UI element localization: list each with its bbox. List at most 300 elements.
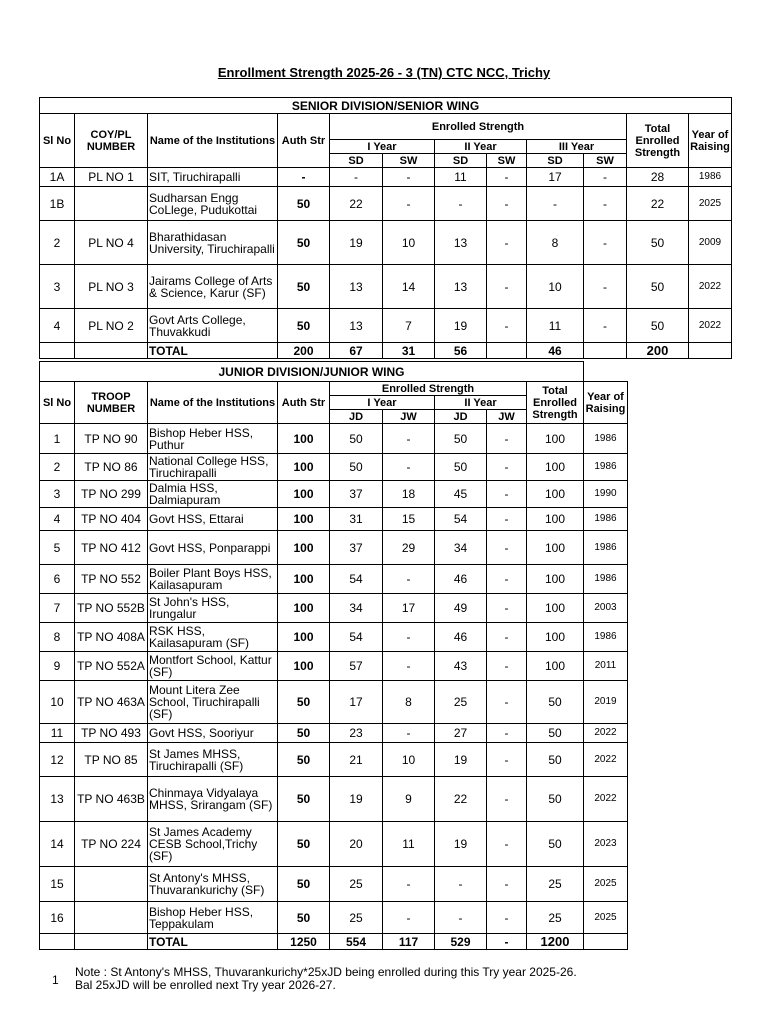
- enrolled-y3sw: -: [584, 309, 627, 343]
- table-row: [40, 309, 732, 343]
- year-of-raising: 2022: [689, 265, 732, 309]
- enrolled-y1jd: 17: [330, 681, 383, 724]
- table-row: [40, 681, 628, 724]
- institution-name: Mount Litera Zee School, Tiruchirapalli (SF): [148, 681, 278, 724]
- institution-name: Govt HSS, Ponparappi: [148, 531, 278, 565]
- institution-name: St John's HSS, Irungalur: [148, 594, 278, 623]
- table-row: [40, 867, 628, 902]
- institution-name: St Antony's MHSS, Thuvarankurichy (SF): [148, 867, 278, 902]
- total-auth-str: 1250: [278, 934, 330, 950]
- sl-no: 1B: [40, 187, 75, 221]
- coy-number: [75, 343, 148, 359]
- total-y3sw: [584, 343, 627, 359]
- enrolled-y2jw: -: [487, 424, 527, 454]
- year-of-raising: 2003: [584, 594, 628, 623]
- year-of-raising: 1986: [584, 623, 628, 652]
- institution-name: St James MHSS, Tiruchirapalli (SF): [148, 743, 278, 777]
- total-enrolled: 200: [627, 343, 689, 359]
- total-y1sw: 31: [383, 343, 435, 359]
- sl-no: 2: [40, 454, 75, 481]
- header-sl-no: Sl No: [40, 114, 75, 168]
- enrolled-y1jw: -: [383, 454, 435, 481]
- enrolled-y2jw: -: [487, 902, 527, 934]
- enrolled-y1jd: 54: [330, 623, 383, 652]
- auth-str: 100: [278, 508, 330, 531]
- total-y2sw: [487, 343, 527, 359]
- table-row: [40, 481, 628, 508]
- troop-number: TP NO 408A: [75, 623, 148, 652]
- enrolled-y1sd: 13: [330, 265, 383, 309]
- year-of-raising: 2025: [584, 902, 628, 934]
- header-jd: JD: [435, 410, 487, 424]
- sl-no: 16: [40, 902, 75, 934]
- header-year-of-raising: Year of Raising: [689, 114, 732, 168]
- header-year-1: I Year: [330, 396, 435, 410]
- year-of-raising: 2019: [584, 681, 628, 724]
- troop-number: TP NO 463A: [75, 681, 148, 724]
- sl-no: 15: [40, 867, 75, 902]
- troop-number: TP NO 299: [75, 481, 148, 508]
- total-enrolled: 100: [527, 424, 584, 454]
- total-enrolled: 100: [527, 594, 584, 623]
- total-enrolled: 100: [527, 623, 584, 652]
- year-of-raising: 2009: [689, 221, 732, 265]
- table-row: [40, 623, 628, 652]
- enrolled-y1jd: 50: [330, 424, 383, 454]
- auth-str: 50: [278, 265, 330, 309]
- sl-no: 9: [40, 652, 75, 681]
- coy-number: PL NO 1: [75, 168, 148, 187]
- enrolled-y1jw: 9: [383, 777, 435, 822]
- table-row: [40, 565, 628, 594]
- enrolled-y2sd: 13: [435, 221, 487, 265]
- enrolled-y1jd: 34: [330, 594, 383, 623]
- enrolled-y3sw: -: [584, 265, 627, 309]
- sl-no: 14: [40, 822, 75, 867]
- enrolled-y1jw: 29: [383, 531, 435, 565]
- total-y1jd: 554: [330, 934, 383, 950]
- total-label: TOTAL: [148, 343, 278, 359]
- table-row: [40, 652, 628, 681]
- year-of-raising: 1986: [584, 424, 628, 454]
- year-of-raising: 1986: [584, 508, 628, 531]
- total-enrolled: 100: [527, 508, 584, 531]
- table-row: [40, 187, 732, 221]
- institution-name: Govt HSS, Sooriyur: [148, 724, 278, 743]
- total-enrolled: 50: [527, 681, 584, 724]
- enrolled-y1jd: 19: [330, 777, 383, 822]
- header-jw: JW: [487, 410, 527, 424]
- enrolled-y2jw: -: [487, 867, 527, 902]
- footnote-line-2: Bal 25xJD will be enrolled next Try year 2026-27.: [75, 978, 336, 992]
- troop-number: TP NO 552: [75, 565, 148, 594]
- enrolled-y1sw: -: [383, 187, 435, 221]
- blank-cell: [584, 362, 628, 382]
- enrolled-y1jw: -: [383, 623, 435, 652]
- institution-name: Govt HSS, Ettarai: [148, 508, 278, 531]
- enrolled-y1jd: 21: [330, 743, 383, 777]
- enrolled-y1jd: 23: [330, 724, 383, 743]
- enrolled-y2jw: -: [487, 623, 527, 652]
- enrolled-y3sd: 8: [527, 221, 584, 265]
- header-troop-number: TROOP NUMBER: [75, 382, 148, 424]
- auth-str: 100: [278, 531, 330, 565]
- institution-name: Bharathidasan University, Tiruchirapalli: [148, 221, 278, 265]
- institution-name: Govt Arts College, Thuvakkudi: [148, 309, 278, 343]
- enrolled-y2jd: 49: [435, 594, 487, 623]
- table-row: [40, 265, 732, 309]
- table-row: [40, 508, 628, 531]
- table-row: [40, 743, 628, 777]
- footnote-line-1: Note : St Antony's MHSS, Thuvarankurichy*25xJD being enrolled during this Try year 2025-26.: [75, 965, 577, 979]
- institution-name: National College HSS, Tiruchirapalli: [148, 454, 278, 481]
- enrolled-y2sw: -: [487, 265, 527, 309]
- total-enrolled: 100: [527, 565, 584, 594]
- total-enrolled: 25: [527, 867, 584, 902]
- table-row: [40, 822, 628, 867]
- auth-str: 50: [278, 309, 330, 343]
- sl-no: 4: [40, 508, 75, 531]
- enrolled-y3sw: -: [584, 221, 627, 265]
- header-jd: JD: [330, 410, 383, 424]
- enrolled-y2sw: -: [487, 221, 527, 265]
- header-row: [40, 114, 732, 140]
- institution-name: Montfort School, Kattur (SF): [148, 652, 278, 681]
- institution-name: Bishop Heber HSS, Teppakulam: [148, 902, 278, 934]
- enrolled-y1sd: 19: [330, 221, 383, 265]
- total-enrolled: 100: [527, 454, 584, 481]
- year-of-raising: [584, 934, 628, 950]
- enrolled-y2jw: -: [487, 652, 527, 681]
- header-sl-no: Sl No: [40, 382, 75, 424]
- enrolled-y2jd: 50: [435, 454, 487, 481]
- enrolled-y1jw: -: [383, 902, 435, 934]
- header-sd: SD: [435, 154, 487, 168]
- auth-str: 50: [278, 724, 330, 743]
- header-enrolled-strength: Enrolled Strength: [330, 114, 627, 140]
- total-enrolled: 100: [527, 481, 584, 508]
- auth-str: 100: [278, 454, 330, 481]
- enrolled-y2jd: -: [435, 902, 487, 934]
- sl-no: 3: [40, 265, 75, 309]
- table-row: [40, 221, 732, 265]
- sl-no: 4: [40, 309, 75, 343]
- troop-number: [75, 902, 148, 934]
- junior-division-table: [39, 361, 628, 950]
- enrolled-y1sd: 13: [330, 309, 383, 343]
- enrolled-y2jw: -: [487, 822, 527, 867]
- header-coy-number: COY/PL NUMBER: [75, 114, 148, 168]
- enrolled-y1jd: 25: [330, 902, 383, 934]
- section-title-row: [40, 362, 628, 382]
- enrolled-y2jw: -: [487, 681, 527, 724]
- header-sw: SW: [383, 154, 435, 168]
- troop-number: [75, 867, 148, 902]
- table-row: [40, 168, 732, 187]
- enrolled-y1jd: 50: [330, 454, 383, 481]
- institution-name: Boiler Plant Boys HSS, Kailasapuram: [148, 565, 278, 594]
- total-enrolled: 25: [527, 902, 584, 934]
- enrolled-y2jd: 43: [435, 652, 487, 681]
- total-enrolled: 100: [527, 652, 584, 681]
- coy-number: [75, 187, 148, 221]
- enrolled-y2jd: 46: [435, 565, 487, 594]
- sl-no: 10: [40, 681, 75, 724]
- year-of-raising: 2025: [689, 187, 732, 221]
- auth-str: 50: [278, 867, 330, 902]
- auth-str: 100: [278, 481, 330, 508]
- table-row: [40, 902, 628, 934]
- header-year-1: I Year: [330, 140, 435, 154]
- enrolled-y1jw: -: [383, 424, 435, 454]
- total-enrolled: 50: [627, 265, 689, 309]
- enrolled-y3sw: -: [584, 168, 627, 187]
- sl-no: 1A: [40, 168, 75, 187]
- sl-no: 6: [40, 565, 75, 594]
- sl-no: 13: [40, 777, 75, 822]
- enrolled-y2jw: -: [487, 594, 527, 623]
- header-sd: SD: [527, 154, 584, 168]
- total-y1jw: 117: [383, 934, 435, 950]
- enrolled-y2jw: -: [487, 565, 527, 594]
- auth-str: 100: [278, 424, 330, 454]
- year-of-raising: 1990: [584, 481, 628, 508]
- troop-number: TP NO 412: [75, 531, 148, 565]
- enrolled-y1jd: 25: [330, 867, 383, 902]
- header-institution-name: Name of the Institutions: [148, 382, 278, 424]
- enrolled-y3sd: 10: [527, 265, 584, 309]
- sl-no: [40, 343, 75, 359]
- header-institution-name: Name of the Institutions: [148, 114, 278, 168]
- enrolled-y2jd: -: [435, 867, 487, 902]
- year-of-raising: 2022: [584, 724, 628, 743]
- header-jw: JW: [383, 410, 435, 424]
- enrolled-y3sd: 11: [527, 309, 584, 343]
- institution-name: St James Academy CESB School,Trichy (SF): [148, 822, 278, 867]
- total-enrolled: 50: [527, 724, 584, 743]
- header-sw: SW: [487, 154, 527, 168]
- total-enrolled: 28: [627, 168, 689, 187]
- year-of-raising: 2023: [584, 822, 628, 867]
- institution-name: RSK HSS, Kailasapuram (SF): [148, 623, 278, 652]
- table-row: [40, 724, 628, 743]
- enrolled-y2jw: -: [487, 454, 527, 481]
- institution-name: Chinmaya Vidyalaya MHSS, Srirangam (SF): [148, 777, 278, 822]
- header-year-2: II Year: [435, 140, 527, 154]
- enrolled-y2jw: -: [487, 508, 527, 531]
- year-of-raising: 2025: [584, 867, 628, 902]
- sl-no: 8: [40, 623, 75, 652]
- total-enrolled: 22: [627, 187, 689, 221]
- enrolled-y2jd: 19: [435, 743, 487, 777]
- auth-str: 100: [278, 594, 330, 623]
- enrolled-y1jd: 57: [330, 652, 383, 681]
- total-enrolled: 100: [527, 531, 584, 565]
- year-of-raising: 2022: [584, 777, 628, 822]
- auth-str: 100: [278, 652, 330, 681]
- header-auth-str: Auth Str: [278, 114, 330, 168]
- header-year-2: II Year: [435, 396, 527, 410]
- enrolled-y3sw: -: [584, 187, 627, 221]
- enrolled-y2sd: -: [435, 187, 487, 221]
- year-of-raising: 1986: [584, 454, 628, 481]
- year-of-raising: 1986: [584, 531, 628, 565]
- header-enrolled-strength: Enrolled Strength: [330, 382, 527, 396]
- table-row: [40, 454, 628, 481]
- enrolled-y2jw: -: [487, 481, 527, 508]
- enrolled-y2jw: -: [487, 743, 527, 777]
- total-y2sd: 56: [435, 343, 487, 359]
- header-auth-str: Auth Str: [278, 382, 330, 424]
- enrolled-y1jw: 10: [383, 743, 435, 777]
- enrolled-y2sd: 13: [435, 265, 487, 309]
- section-title: SENIOR DIVISION/SENIOR WING: [40, 98, 732, 114]
- enrolled-y2jd: 50: [435, 424, 487, 454]
- total-label: TOTAL: [148, 934, 278, 950]
- total-enrolled: 50: [527, 777, 584, 822]
- table-row: [40, 594, 628, 623]
- enrolled-y2jd: 34: [435, 531, 487, 565]
- total-y2jd: 529: [435, 934, 487, 950]
- auth-str: 100: [278, 623, 330, 652]
- enrolled-y1jw: -: [383, 565, 435, 594]
- coy-number: PL NO 2: [75, 309, 148, 343]
- table-row: [40, 777, 628, 822]
- auth-str: 50: [278, 187, 330, 221]
- header-sd: SD: [330, 154, 383, 168]
- page-title: Enrollment Strength 2025-26 - 3 (TN) CTC NCC, Trichy: [217, 65, 551, 80]
- enrolled-y2jd: 27: [435, 724, 487, 743]
- sl-no: 1: [40, 424, 75, 454]
- year-of-raising: [689, 343, 732, 359]
- enrolled-y2sd: 11: [435, 168, 487, 187]
- enrolled-y1jw: 17: [383, 594, 435, 623]
- enrolled-y1sw: 7: [383, 309, 435, 343]
- auth-str: 50: [278, 743, 330, 777]
- enrolled-y2sw: -: [487, 309, 527, 343]
- enrolled-y2jd: 22: [435, 777, 487, 822]
- institution-name: Dalmia HSS, Dalmiapuram: [148, 481, 278, 508]
- year-of-raising: 2022: [689, 309, 732, 343]
- enrolled-y2sd: 19: [435, 309, 487, 343]
- total-enrolled: 50: [627, 221, 689, 265]
- enrolled-y1jd: 37: [330, 531, 383, 565]
- sl-no: 11: [40, 724, 75, 743]
- auth-str: 50: [278, 221, 330, 265]
- senior-division-table: [39, 97, 732, 359]
- table-row: [40, 531, 628, 565]
- enrolled-y1sd: -: [330, 168, 383, 187]
- troop-number: TP NO 90: [75, 424, 148, 454]
- total-y3sd: 46: [527, 343, 584, 359]
- enrolled-y1jd: 37: [330, 481, 383, 508]
- troop-number: [75, 934, 148, 950]
- troop-number: TP NO 85: [75, 743, 148, 777]
- note-number: 1: [52, 973, 59, 987]
- year-of-raising: 1986: [584, 565, 628, 594]
- senior-table-body: [40, 98, 732, 359]
- institution-name: SIT, Tiruchirapalli: [148, 168, 278, 187]
- enrolled-y1jd: 54: [330, 565, 383, 594]
- enrolled-y2jw: -: [487, 724, 527, 743]
- enrolled-y1jd: 31: [330, 508, 383, 531]
- auth-str: 50: [278, 681, 330, 724]
- enrolled-y1jw: -: [383, 652, 435, 681]
- enrolled-y2jd: 19: [435, 822, 487, 867]
- troop-number: TP NO 463B: [75, 777, 148, 822]
- header-row: [40, 382, 628, 396]
- enrolled-y1sd: 22: [330, 187, 383, 221]
- enrolled-y3sd: -: [527, 187, 584, 221]
- year-of-raising: 2011: [584, 652, 628, 681]
- junior-table-body: [40, 362, 628, 950]
- total-y2jw: -: [487, 934, 527, 950]
- sl-no: 7: [40, 594, 75, 623]
- enrolled-y1jw: -: [383, 724, 435, 743]
- footnote: [75, 966, 577, 992]
- enrolled-y1sw: 10: [383, 221, 435, 265]
- header-total-enrolled: Total Enrolled Strength: [627, 114, 689, 168]
- enrolled-y1jw: 11: [383, 822, 435, 867]
- enrolled-y2jd: 54: [435, 508, 487, 531]
- header-year-of-raising: Year of Raising: [584, 382, 628, 424]
- enrolled-y2jw: -: [487, 777, 527, 822]
- enrolled-y2jw: -: [487, 531, 527, 565]
- total-enrolled: 50: [527, 822, 584, 867]
- sl-no: 5: [40, 531, 75, 565]
- enrolled-y2jd: 25: [435, 681, 487, 724]
- table-row: [40, 424, 628, 454]
- section-title-row: [40, 98, 732, 114]
- sl-no: 3: [40, 481, 75, 508]
- auth-str: 50: [278, 902, 330, 934]
- troop-number: TP NO 552A: [75, 652, 148, 681]
- total-enrolled: 50: [627, 309, 689, 343]
- total-row: [40, 343, 732, 359]
- troop-number: TP NO 224: [75, 822, 148, 867]
- total-y1sd: 67: [330, 343, 383, 359]
- enrolled-y2sw: -: [487, 168, 527, 187]
- sl-no: [40, 934, 75, 950]
- troop-number: TP NO 552B: [75, 594, 148, 623]
- institution-name: Jairams College of Arts & Science, Karur (SF): [148, 265, 278, 309]
- enrolled-y1jw: 18: [383, 481, 435, 508]
- sl-no: 2: [40, 221, 75, 265]
- header-sw: SW: [584, 154, 627, 168]
- enrolled-y1jw: 8: [383, 681, 435, 724]
- total-auth-str: 200: [278, 343, 330, 359]
- troop-number: TP NO 404: [75, 508, 148, 531]
- institution-name: Sudharsan Engg CoLlege, Pudukottai: [148, 187, 278, 221]
- institution-name: Bishop Heber HSS, Puthur: [148, 424, 278, 454]
- troop-number: TP NO 493: [75, 724, 148, 743]
- total-enrolled: 1200: [527, 934, 584, 950]
- enrolled-y2jd: 45: [435, 481, 487, 508]
- auth-str: 50: [278, 822, 330, 867]
- coy-number: PL NO 3: [75, 265, 148, 309]
- enrolled-y2sw: -: [487, 187, 527, 221]
- enrolled-y3sd: 17: [527, 168, 584, 187]
- auth-str: 100: [278, 565, 330, 594]
- section-title: JUNIOR DIVISION/JUNIOR WING: [40, 362, 584, 382]
- year-of-raising: 1986: [689, 168, 732, 187]
- sl-no: 12: [40, 743, 75, 777]
- auth-str: 50: [278, 777, 330, 822]
- total-enrolled: 50: [527, 743, 584, 777]
- enrolled-y1jd: 20: [330, 822, 383, 867]
- enrolled-y1jw: -: [383, 867, 435, 902]
- enrolled-y2jd: 46: [435, 623, 487, 652]
